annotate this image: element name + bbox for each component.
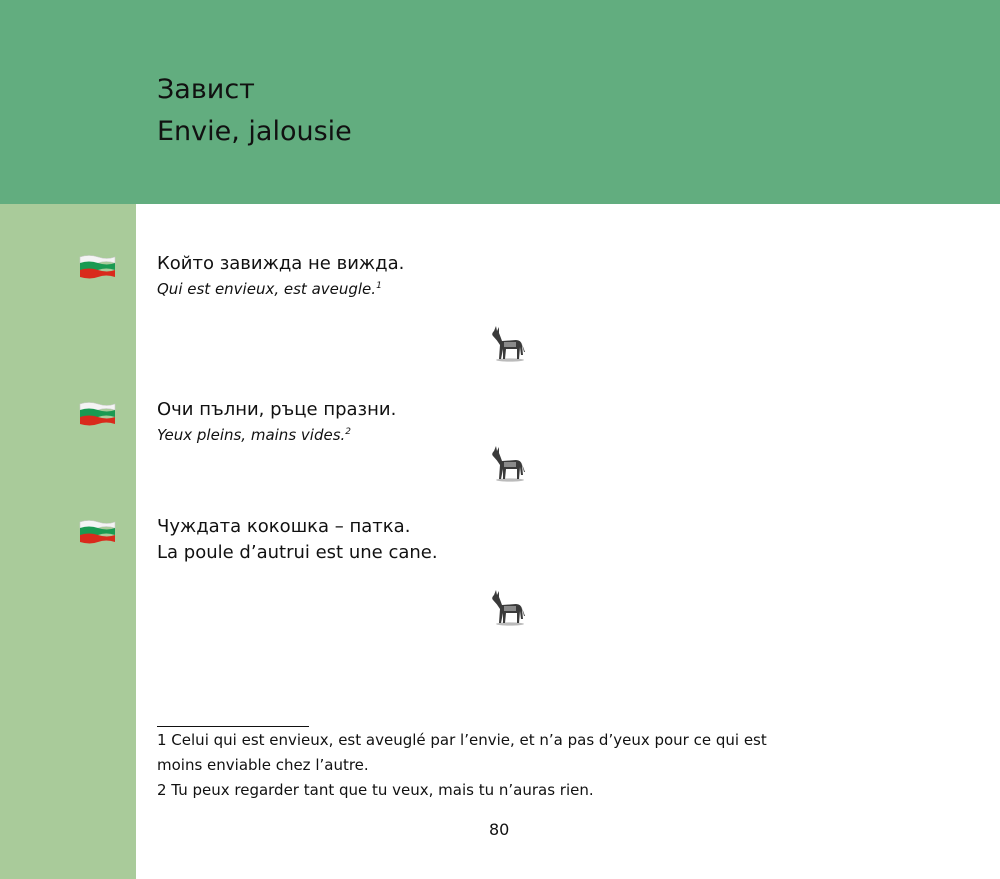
bulgaria-flag-icon — [79, 401, 116, 427]
proverb-bulgarian: Очи пълни, ръце празни. — [157, 399, 397, 420]
page-title-bulgarian: Завист — [157, 74, 255, 105]
donkey-icon — [489, 325, 527, 363]
page-title-french: Envie, jalousie — [157, 116, 352, 147]
footnote-line: moins enviable chez l’autre. — [157, 756, 369, 774]
footnote-divider — [157, 726, 309, 727]
footnote-line: 1 Celui qui est envieux, est aveuglé par l’envie, et n’a pas d’yeux pour ce qui est — [157, 731, 767, 749]
bulgaria-flag-icon — [79, 519, 116, 545]
header-band — [0, 0, 1000, 204]
proverb-french: Qui est envieux, est aveugle.$^1$ — [157, 280, 382, 298]
footnote-ref: 1 — [376, 281, 382, 291]
footnote-line: 2 Tu peux regarder tant que tu veux, mais tu n’auras rien. — [157, 781, 594, 799]
page-number: 80 — [489, 820, 510, 839]
proverb-bulgarian: Който завижда не вижда. — [157, 253, 405, 274]
bulgaria-flag-icon — [79, 254, 116, 280]
proverb-french: La poule d’autrui est une cane. — [157, 542, 438, 563]
proverb-bulgarian: Чуждата кокошка – патка. — [157, 516, 411, 537]
donkey-icon — [489, 589, 527, 627]
proverb-french: Yeux pleins, mains vides.$^2$ — [157, 426, 352, 444]
footnote-ref: 2 — [345, 427, 352, 437]
donkey-icon — [489, 445, 527, 483]
